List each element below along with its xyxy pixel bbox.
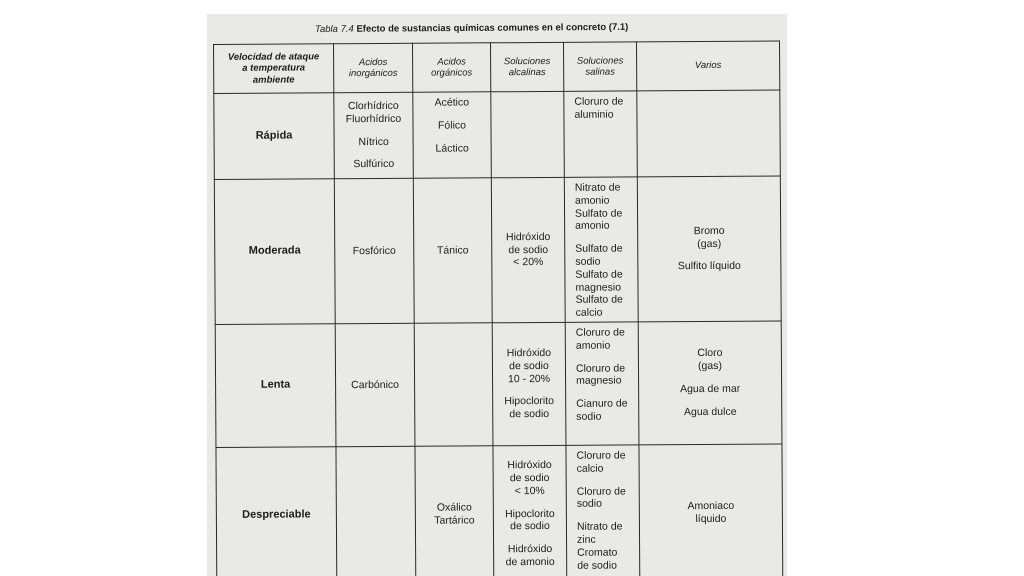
organicos-cell (414, 323, 493, 446)
list-item: Sulfato de sodio (575, 242, 623, 268)
list-item: Láctico (435, 142, 469, 155)
list-item: Oxálico (436, 501, 472, 514)
list-item: Sulfato de calcio (575, 293, 623, 319)
inorganicos-cell (336, 446, 416, 576)
list-item: Hidróxido de sodio < 10% (507, 459, 552, 497)
speed-cell: Despreciable (216, 447, 337, 576)
list-item: Fosfórico (352, 244, 396, 257)
salinas-cell (565, 322, 639, 445)
list-item: Tartárico (434, 514, 475, 527)
alcalinas-cell (491, 177, 565, 322)
varios-cell (638, 321, 782, 445)
varios-cell (637, 176, 781, 322)
table-row (214, 90, 781, 179)
list-item: Nítrico (358, 135, 389, 148)
inorganicos-cell (334, 92, 414, 178)
speed-cell: Moderada (214, 179, 335, 325)
list-item: Cloruro de sodio (576, 485, 626, 511)
salinas-cell (566, 445, 640, 576)
scanned-page (207, 14, 787, 576)
organicos-cell (415, 446, 494, 576)
list-item: Cloruro de magnesio (575, 362, 626, 388)
list-item: Fólico (437, 119, 467, 132)
table-row (214, 176, 781, 324)
alcalinas-cell (492, 322, 566, 445)
list-item: Clorhídrico (347, 99, 399, 113)
header-soluciones-salinas: Soluciones salinas (563, 42, 636, 91)
list-item: Hidróxido de amonio (505, 543, 555, 569)
list-item: Carbónico (351, 378, 400, 391)
varios-cell (637, 90, 781, 177)
speed-cell: Rápida (214, 93, 335, 180)
list-item: Sulfito líquido (677, 260, 741, 273)
header-acidos-organicos: Acidos orgánicos (412, 43, 490, 92)
header-velocidad: Velocidad de ataque a temperatura ambiente (214, 44, 334, 94)
list-item: Tánico (436, 244, 469, 257)
caption-title: Efecto de sustancias químicas comunes en el concreto (7.1) (356, 21, 629, 35)
list-item: Cloruro de aluminio (574, 95, 624, 121)
list-item: Bromo (gas) (693, 224, 725, 250)
varios-cell (639, 444, 783, 576)
alcalinas-cell (493, 445, 567, 576)
header-soluciones-alcalinas: Soluciones alcalinas (490, 42, 563, 91)
list-item: Cloruro de amonio (575, 326, 625, 352)
list-item: Cianuro de sodio (576, 397, 628, 423)
table-caption (315, 21, 785, 35)
list-item: Cloro (gas) (697, 347, 723, 373)
inorganicos-cell (334, 178, 414, 323)
speed-cell: Lenta (215, 324, 336, 448)
list-item: Sulfúrico (353, 158, 395, 171)
list-item: Hidróxido de sodio < 20% (505, 230, 551, 269)
list-item: Hidróxido de sodio 10 - 20% (506, 346, 552, 385)
list-item: Amoniaco líquido (687, 500, 735, 526)
salinas-cell (564, 91, 638, 177)
alcalinas-cell (491, 91, 565, 177)
header-row (214, 41, 780, 93)
chemical-effects-table (213, 41, 783, 576)
list-item: Cloruro de calcio (576, 449, 626, 475)
organicos-cell (413, 92, 492, 178)
organicos-cell (413, 178, 492, 323)
caption-label: Tabla 7.4 (315, 23, 354, 35)
inorganicos-cell (335, 323, 415, 446)
list-item: Hipoclorito de sodio (504, 395, 555, 421)
list-item: Sulfato de amonio (575, 207, 623, 233)
list-item: Cromato de sodio (577, 546, 618, 572)
table-row (215, 321, 782, 447)
list-item: Sulfato de magnesio (575, 268, 623, 294)
list-item: Hipoclorito de sodio (505, 507, 555, 533)
header-acidos-inorganicos: Acidos inorgánicos (334, 43, 413, 92)
list-item: Acético (434, 96, 470, 109)
list-item: Nitrato de zinc (576, 520, 623, 546)
table-row (216, 444, 783, 576)
list-item: Agua dulce (683, 405, 737, 418)
header-varios: Varios (636, 41, 779, 91)
list-item: Fluorhídrico (345, 112, 402, 125)
list-item: Nitrato de amonio (574, 181, 621, 207)
list-item: Agua de mar (680, 382, 741, 396)
salinas-cell (564, 177, 638, 322)
